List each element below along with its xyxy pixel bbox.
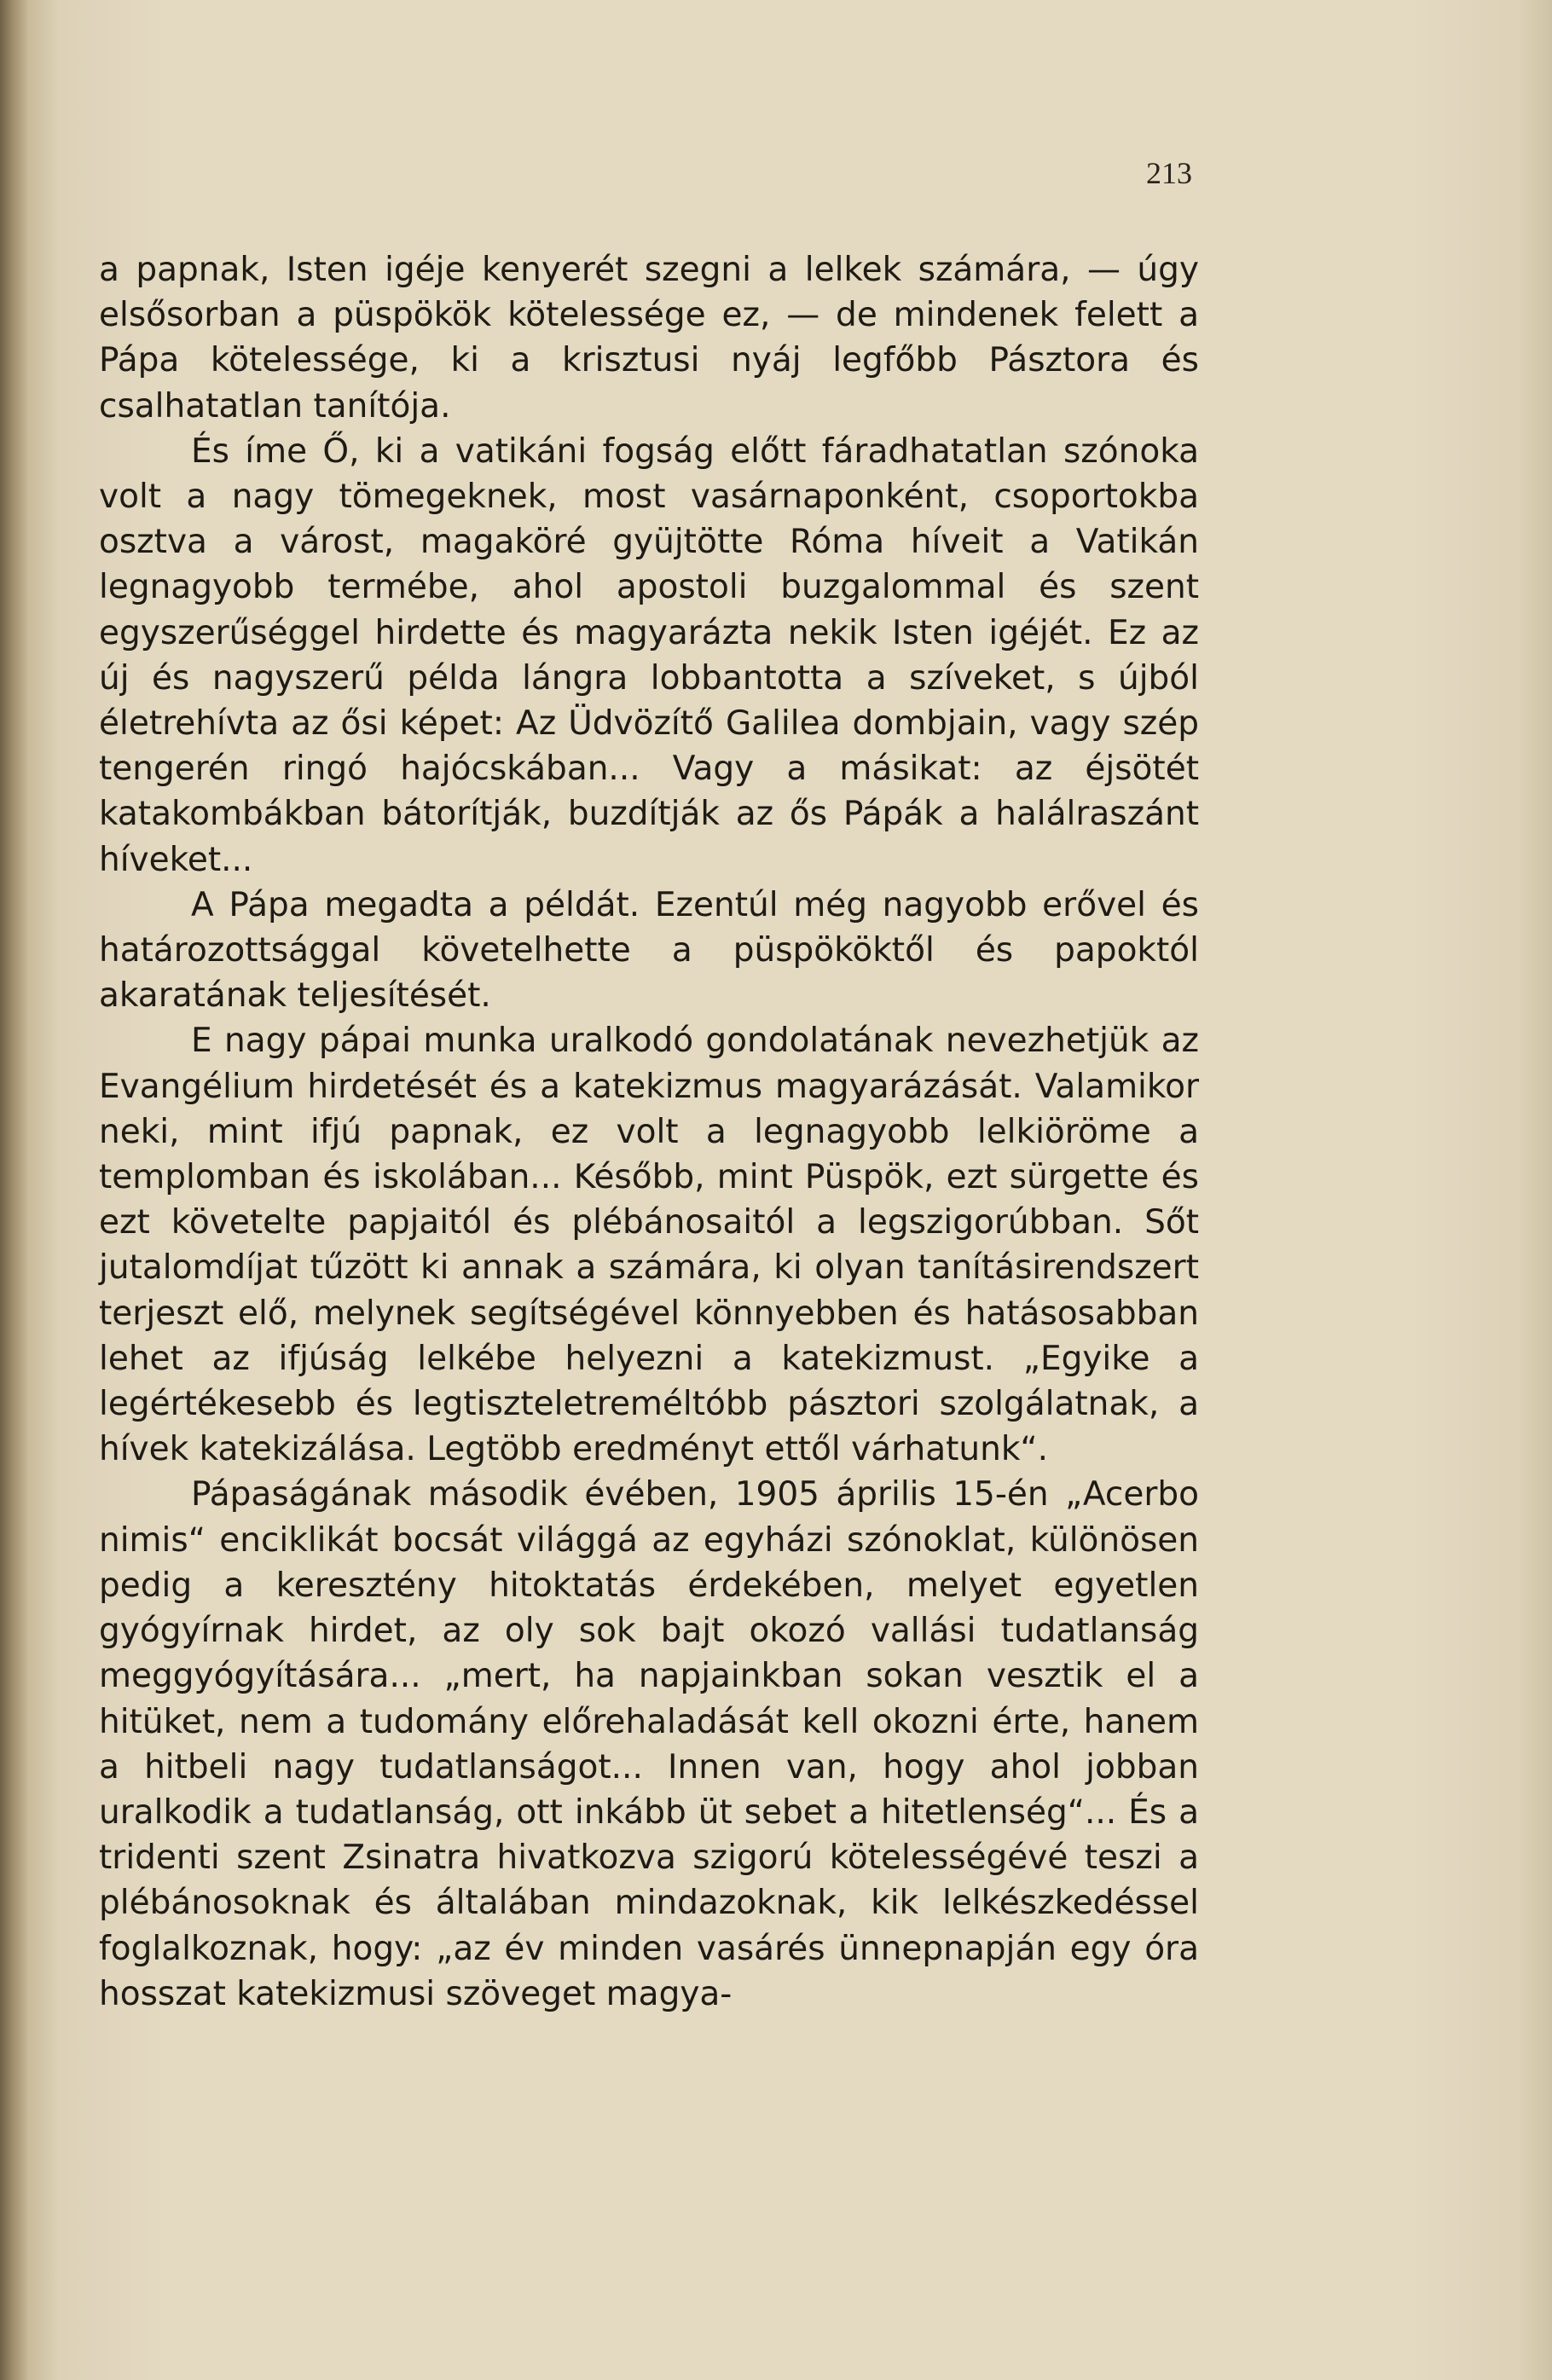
paragraph-2: És íme Ő, ki a vatikáni fogság előtt fáradhatatlan szónoka volt a nagy tömegeknek, most vasárnaponként, csoportokba osztva a várost, magaköré gyüjtötte Róma híveit a Vatikán legnagyobb termébe, ahol apostoli buzgalommal és szent egyszerűséggel hirdette és magyarázta nekik Isten igéjét. Ez az új és nagyszerű példa lángra lobbantotta a szíveket, s újból életrehívta az ősi képet: Az Üdvözítő Galilea dombjain, vagy szép tengerén ringó hajócskában... Vagy a másikat: az éjsötét katakombákban bátorítják, buzdítják az ős Pápák a halálraszánt híveket...: [99, 431, 1199, 879]
paragraph-3: A Pápa megadta a példát. Ezentúl még nagyobb erővel és határozottsággal követelhette a püspököktől és papoktól akaratának teljesítését.: [99, 885, 1199, 1016]
paragraph-5: Pápaságának második évében, 1905 április 15-én „Acerbo nimis“ enciklikát bocsát világgá az egyházi szónoklat, különösen pedig a keresztény hitoktatás érdekében, melyet egyetlen gyógyírnak hirdet, az oly sok bajt okozó vallási tudatlanság meggyógyítására... „mert, ha napjainkban sokan vesztik el a hitüket, nem a tudomány előrehaladását kell okozni érte, hanem a hitbeli nagy tudatlanságot... Innen van, hogy ahol jobban uralkodik a tudatlanság, ott inkább üt sebet a hitetlenség“... És a tridenti szent Zsinatra hivatkozva szigorú kötelességévé teszi a plébánosoknak és általában mindazoknak, kik lelkészkedéssel foglalkoznak, hogy: „az év minden vasárés ünnepnapján egy óra hosszat katekizmusi szöveget magya-: [99, 1475, 1199, 2013]
page-number: 213: [1146, 156, 1192, 190]
paragraph-1: a papnak, Isten igéje kenyerét szegni a lelkek számára, — úgy elsősorban a püspökök kötelessége ez, — de mindenek felett a Pápa kötelessége, ki a krisztusi nyáj legfőbb Pásztora és csalhatatlan tanítója.: [99, 251, 1199, 426]
body-text: [99, 247, 1199, 2017]
paragraph-4: E nagy pápai munka uralkodó gondolatának nevezhetjük az Evangélium hirdetését és a katekizmus magyarázását. Valamikor neki, mint ifjú papnak, ez volt a legnagyobb lelkiöröme a templomban és iskolában... Később, mint Püspök, ezt sürgette és ezt követelte papjaitól és plébánosaitól a legszigorúbban. Sőt jutalomdíjat tűzött ki annak a számára, ki olyan tanításirendszert terjeszt elő, melynek segítségével könnyebben és hatásosabban lehet az ifjúság lelkébe helyezni a katekizmust. „Egyike a legértékesebb és legtiszteletreméltóbb pásztori szolgálatnak, a hívek katekizálása. Legtöbb eredményt ettől várhatunk“.: [99, 1022, 1199, 1469]
